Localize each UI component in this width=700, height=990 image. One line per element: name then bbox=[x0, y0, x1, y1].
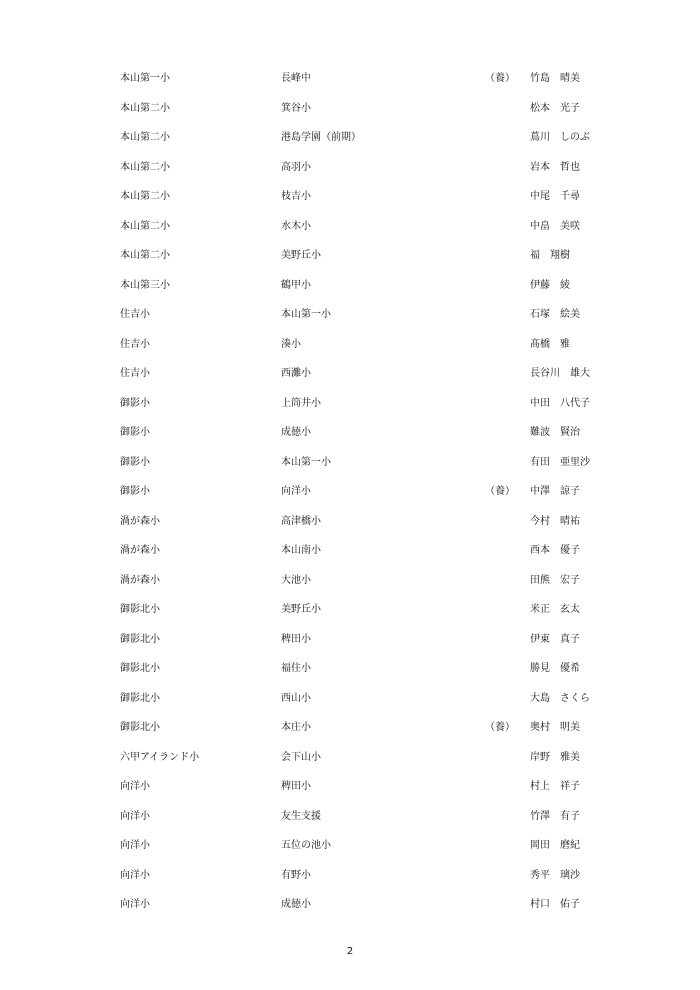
person-name: 有田 亜里沙 bbox=[530, 456, 590, 468]
person-name: 大島 さくら bbox=[530, 692, 590, 704]
from-school: 御影北小 bbox=[120, 722, 160, 733]
from-school: 六甲アイランド小 bbox=[120, 751, 200, 763]
to-school: 西山小 bbox=[281, 692, 311, 704]
to-school: 水木小 bbox=[281, 220, 311, 232]
from-school: 向洋小 bbox=[120, 810, 150, 822]
to-school: 港島学園（前期） bbox=[281, 132, 361, 143]
list-row bbox=[0, 513, 700, 543]
to-school: 美野丘小 bbox=[281, 250, 321, 261]
person-name: 中澤 諒子 bbox=[530, 486, 580, 497]
to-school: 本山第一小 bbox=[281, 456, 331, 468]
list-row bbox=[0, 483, 700, 513]
from-school: 御影北小 bbox=[120, 633, 160, 645]
list-row bbox=[0, 896, 700, 926]
role-mark: （養） bbox=[485, 73, 515, 84]
person-name: 村口 佑子 bbox=[530, 899, 580, 910]
to-school: 友生支援 bbox=[281, 810, 321, 822]
from-school: 本山第二小 bbox=[120, 191, 170, 202]
from-school: 本山第二小 bbox=[120, 250, 170, 261]
list-row bbox=[0, 336, 700, 366]
to-school: 大池小 bbox=[281, 574, 311, 586]
person-name: 伊藤 綾 bbox=[530, 279, 570, 291]
person-name: 村上 祥子 bbox=[530, 781, 580, 792]
list-row bbox=[0, 690, 700, 720]
to-school: 枝吉小 bbox=[281, 191, 311, 202]
person-name: 田熊 宏子 bbox=[530, 574, 580, 586]
list-row bbox=[0, 631, 700, 661]
person-name: 岩本 哲也 bbox=[530, 161, 580, 173]
from-school: 本山第一小 bbox=[120, 73, 170, 84]
to-school: 成徳小 bbox=[281, 899, 311, 910]
person-name: 長谷川 雄大 bbox=[530, 368, 590, 379]
page-number: 2 bbox=[346, 946, 354, 957]
to-school: 高津橋小 bbox=[281, 515, 321, 527]
list-row bbox=[0, 601, 700, 631]
list-row bbox=[0, 70, 700, 100]
person-name: 秀平 璃沙 bbox=[530, 869, 580, 881]
from-school: 御影小 bbox=[120, 397, 150, 409]
list-row bbox=[0, 306, 700, 336]
list-row bbox=[0, 572, 700, 602]
person-name: 竹島 晴美 bbox=[530, 73, 580, 84]
from-school: 御影北小 bbox=[120, 663, 160, 674]
from-school: 住吉小 bbox=[120, 338, 150, 350]
person-name: 岡田 磨紀 bbox=[530, 840, 580, 851]
person-name: 竹澤 有子 bbox=[530, 810, 580, 822]
person-name: 蔦川 しのぶ bbox=[530, 132, 590, 143]
to-school: 向洋小 bbox=[281, 486, 311, 497]
list-row bbox=[0, 159, 700, 189]
to-school: 成徳小 bbox=[281, 427, 311, 438]
to-school: 西灘小 bbox=[281, 368, 311, 379]
list-row bbox=[0, 188, 700, 218]
to-school: 本山第一小 bbox=[281, 309, 331, 320]
person-name: 福 翔樹 bbox=[530, 250, 570, 261]
person-name: 松本 光子 bbox=[530, 102, 580, 114]
person-name: 中尾 千尋 bbox=[530, 191, 580, 202]
to-school: 本庄小 bbox=[281, 722, 311, 733]
from-school: 住吉小 bbox=[120, 368, 150, 379]
to-school: 本山南小 bbox=[281, 545, 321, 556]
from-school: 向洋小 bbox=[120, 899, 150, 910]
from-school: 向洋小 bbox=[120, 840, 150, 851]
person-name: 伊東 真子 bbox=[530, 633, 580, 645]
list-row bbox=[0, 100, 700, 130]
person-name: 米正 玄太 bbox=[530, 604, 580, 615]
to-school: 会下山小 bbox=[281, 751, 321, 763]
person-name: 中畠 美咲 bbox=[530, 220, 580, 232]
list-row bbox=[0, 867, 700, 897]
list-row bbox=[0, 365, 700, 395]
from-school: 本山第二小 bbox=[120, 220, 170, 232]
from-school: 本山第二小 bbox=[120, 102, 170, 114]
person-name: 髙橋 雅 bbox=[530, 338, 570, 350]
from-school: 御影小 bbox=[120, 427, 150, 438]
from-school: 本山第二小 bbox=[120, 132, 170, 143]
from-school: 住吉小 bbox=[120, 309, 150, 320]
to-school: 稗田小 bbox=[281, 781, 311, 792]
to-school: 箕谷小 bbox=[281, 102, 311, 114]
person-name: 岸野 雅美 bbox=[530, 751, 580, 763]
to-school: 美野丘小 bbox=[281, 604, 321, 615]
person-name: 勝見 優希 bbox=[530, 663, 580, 674]
list-row bbox=[0, 454, 700, 484]
to-school: 福住小 bbox=[281, 663, 311, 674]
list-row bbox=[0, 660, 700, 690]
to-school: 高羽小 bbox=[281, 161, 311, 173]
to-school: 有野小 bbox=[281, 869, 311, 881]
from-school: 御影北小 bbox=[120, 692, 160, 704]
list-row bbox=[0, 542, 700, 572]
from-school: 御影北小 bbox=[120, 604, 160, 615]
list-row bbox=[0, 424, 700, 454]
to-school: 五位の池小 bbox=[281, 840, 331, 851]
list-row bbox=[0, 218, 700, 248]
to-school: 稗田小 bbox=[281, 633, 311, 645]
role-mark: （養） bbox=[485, 486, 515, 497]
transfer-list bbox=[0, 70, 700, 926]
person-name: 難波 賢治 bbox=[530, 427, 580, 438]
list-row bbox=[0, 395, 700, 425]
person-name: 中田 八代子 bbox=[530, 397, 590, 409]
list-row bbox=[0, 247, 700, 277]
person-name: 奥村 明美 bbox=[530, 722, 580, 733]
list-row bbox=[0, 129, 700, 159]
list-row bbox=[0, 749, 700, 779]
to-school: 鶴甲小 bbox=[281, 279, 311, 291]
from-school: 向洋小 bbox=[120, 781, 150, 792]
from-school: 御影小 bbox=[120, 486, 150, 497]
person-name: 西本 優子 bbox=[530, 545, 580, 556]
from-school: 渦が森小 bbox=[120, 515, 160, 527]
to-school: 湊小 bbox=[281, 338, 301, 350]
from-school: 向洋小 bbox=[120, 869, 150, 881]
from-school: 本山第三小 bbox=[120, 279, 170, 291]
to-school: 長峰中 bbox=[281, 73, 311, 84]
list-row bbox=[0, 808, 700, 838]
from-school: 渦が森小 bbox=[120, 574, 160, 586]
from-school: 渦が森小 bbox=[120, 545, 160, 556]
from-school: 御影小 bbox=[120, 456, 150, 468]
list-row bbox=[0, 719, 700, 749]
from-school: 本山第二小 bbox=[120, 161, 170, 173]
list-row bbox=[0, 837, 700, 867]
role-mark: （養） bbox=[485, 722, 515, 733]
person-name: 石塚 絵美 bbox=[530, 309, 580, 320]
person-name: 今村 晴祐 bbox=[530, 515, 580, 527]
list-row bbox=[0, 277, 700, 307]
to-school: 上筒井小 bbox=[281, 397, 321, 409]
list-row bbox=[0, 778, 700, 808]
